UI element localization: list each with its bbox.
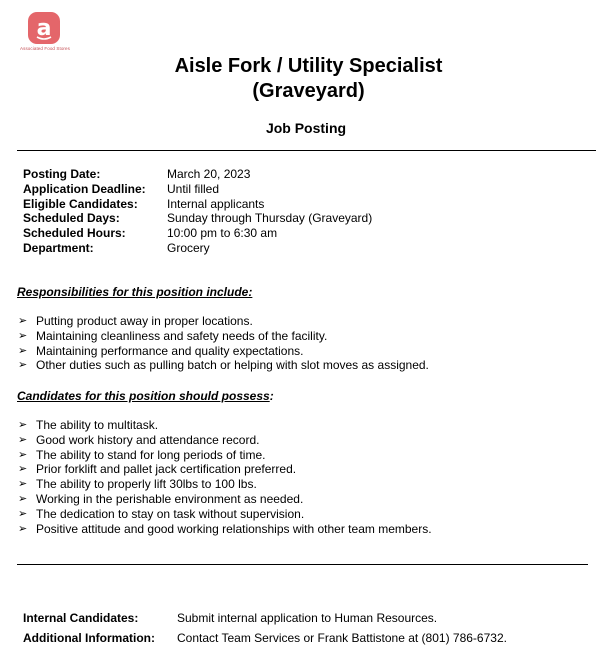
list-item bbox=[18, 418, 432, 433]
detail-row-posting-date bbox=[23, 167, 372, 182]
detail-value: Until filled bbox=[167, 181, 220, 196]
arrowhead-bullet-icon: ➢ bbox=[18, 478, 28, 491]
detail-label: Application Deadline: bbox=[23, 181, 146, 196]
detail-row-scheduled-days bbox=[23, 211, 372, 226]
arrowhead-bullet-icon: ➢ bbox=[18, 359, 28, 372]
arrowhead-bullet-icon: ➢ bbox=[18, 463, 28, 476]
list-item-text: The dedication to stay on task without supervision. bbox=[36, 506, 305, 521]
list-item-text: The ability to properly lift 30lbs to 100 lbs. bbox=[36, 477, 257, 492]
detail-row-scheduled-hours bbox=[23, 226, 372, 241]
arrowhead-bullet-icon: ➢ bbox=[18, 315, 28, 327]
footer-row-internal-candidates bbox=[23, 608, 507, 628]
list-item bbox=[18, 344, 429, 359]
detail-label: Posting Date: bbox=[23, 167, 101, 181]
detail-value: Grocery bbox=[167, 240, 210, 255]
arrowhead-bullet-icon: ➢ bbox=[18, 507, 28, 520]
list-item bbox=[18, 314, 429, 329]
detail-value: 10:00 pm to 6:30 am bbox=[167, 226, 278, 241]
list-item-text: The ability to multitask. bbox=[36, 418, 159, 432]
detail-row-department bbox=[23, 241, 372, 256]
responsibilities-heading-text: Responsibilities for this position include: bbox=[17, 285, 253, 299]
logo-text: Associated Food Stores bbox=[20, 46, 70, 51]
company-logo bbox=[20, 12, 70, 51]
list-item-text: Prior forklift and pallet jack certification preferred. bbox=[36, 462, 297, 477]
svg-text:a: a bbox=[36, 16, 52, 41]
footer-label: Additional Information: bbox=[23, 631, 155, 645]
list-item bbox=[18, 358, 429, 373]
footer-value: Submit internal application to Human Resources. bbox=[177, 611, 438, 625]
responsibilities-heading bbox=[17, 285, 252, 299]
detail-row-eligible-candidates bbox=[23, 197, 372, 212]
arrowhead-bullet-icon: ➢ bbox=[18, 433, 28, 446]
list-item bbox=[18, 329, 429, 344]
detail-row-application-deadline bbox=[23, 182, 372, 197]
list-item bbox=[18, 507, 432, 522]
posting-subtitle: Job Posting bbox=[265, 120, 347, 136]
list-item bbox=[18, 448, 432, 463]
list-item bbox=[18, 477, 432, 492]
responsibilities-list bbox=[18, 314, 429, 373]
divider-top bbox=[17, 150, 596, 151]
arrowhead-bullet-icon: ➢ bbox=[18, 344, 28, 357]
candidates-list bbox=[18, 418, 432, 536]
list-item-text: Positive attitude and good working relationships with other team members. bbox=[36, 521, 432, 536]
divider-bottom bbox=[17, 564, 588, 565]
detail-label: Eligible Candidates: bbox=[23, 196, 138, 211]
footer-row-additional-information bbox=[23, 628, 507, 648]
detail-value: March 20, 2023 bbox=[167, 167, 251, 181]
list-item bbox=[18, 433, 432, 448]
list-item bbox=[18, 492, 432, 507]
list-item-text: Putting product away in proper locations. bbox=[36, 314, 253, 328]
arrowhead-bullet-icon: ➢ bbox=[18, 419, 28, 431]
detail-label: Scheduled Hours: bbox=[23, 226, 126, 241]
detail-label: Scheduled Days: bbox=[23, 211, 120, 226]
list-item bbox=[18, 462, 432, 477]
logo-a-icon bbox=[28, 12, 60, 44]
footer-label: Internal Candidates: bbox=[23, 611, 139, 625]
detail-value: Sunday through Thursday (Graveyard) bbox=[167, 211, 373, 226]
list-item-text: Other duties such as pulling batch or helping with slot moves as assigned. bbox=[36, 358, 429, 373]
arrowhead-bullet-icon: ➢ bbox=[18, 522, 28, 535]
list-item-text: Maintaining performance and quality expectations. bbox=[36, 343, 304, 358]
detail-label: Department: bbox=[23, 240, 94, 255]
arrowhead-bullet-icon: ➢ bbox=[18, 329, 28, 342]
candidates-heading-text: Candidates for this position should possess bbox=[17, 389, 270, 403]
list-item bbox=[18, 522, 432, 537]
list-item-text: Maintaining cleanliness and safety needs of the facility. bbox=[36, 328, 328, 343]
detail-value: Internal applicants bbox=[167, 196, 265, 211]
footer-value: Contact Team Services or Frank Battistone at (801) 786-6732. bbox=[177, 631, 507, 645]
candidates-heading-suffix: : bbox=[269, 389, 274, 403]
job-shift: (Graveyard) bbox=[252, 80, 365, 102]
job-title: Aisle Fork / Utility Specialist bbox=[174, 55, 443, 77]
list-item-text: Working in the perishable environment as needed. bbox=[36, 491, 304, 506]
list-item-text: Good work history and attendance record. bbox=[36, 432, 260, 447]
candidates-heading bbox=[17, 389, 274, 403]
list-item-text: The ability to stand for long periods of time. bbox=[36, 447, 266, 462]
arrowhead-bullet-icon: ➢ bbox=[18, 492, 28, 505]
posting-details bbox=[23, 167, 372, 256]
footer-info bbox=[23, 608, 507, 648]
arrowhead-bullet-icon: ➢ bbox=[18, 448, 28, 461]
